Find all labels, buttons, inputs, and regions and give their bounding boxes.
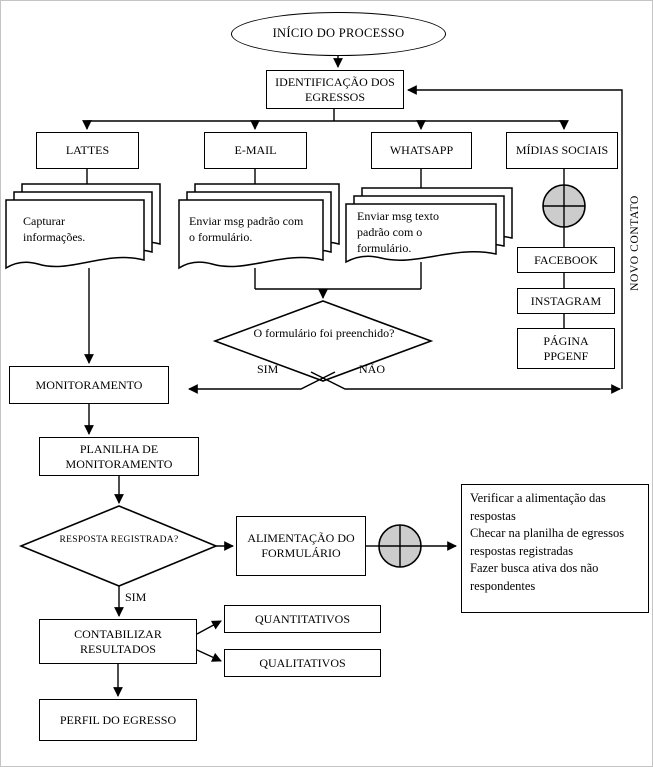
planilha-node xyxy=(39,437,199,476)
channel-whatsapp-node xyxy=(371,132,472,169)
contabilizar-label: CONTABILIZAR RESULTADOS xyxy=(74,626,162,656)
channel-lattes-node xyxy=(36,132,139,169)
channel-whatsapp-label: WHATSAPP xyxy=(389,143,454,157)
planilha-label: PLANILHA DE MONITORAMENTO xyxy=(65,441,173,471)
start-node xyxy=(231,12,446,56)
decision1-label: O formulário foi preenchido? xyxy=(253,326,395,340)
decision1-sim-label: SIM xyxy=(257,362,279,376)
notes-line-2: Checar na planilha de egressos respostas registradas xyxy=(470,526,625,558)
doc-lattes-text: Capturar informações. xyxy=(23,214,86,245)
monitoramento-node xyxy=(9,366,169,404)
notes-box xyxy=(461,484,649,613)
qualitativos-node xyxy=(224,649,381,677)
channel-midias-label: MÍDIAS SOCIAIS xyxy=(515,143,609,157)
instagram-label: INSTAGRAM xyxy=(530,293,602,308)
qualitativos-label: QUALITATIVOS xyxy=(259,655,346,670)
novo-contato-label: NOVO CONTATO xyxy=(629,195,641,291)
pagina-ppgenf-label: PÁGINA PPGENF xyxy=(543,333,589,363)
decision1-nao-label: NÃO xyxy=(359,362,385,376)
decision2-label: RESPOSTA REGISTRADA? xyxy=(59,535,179,545)
channel-email-label: E-MAIL xyxy=(234,143,277,157)
channel-email-node xyxy=(204,132,307,169)
quantitativos-label: QUANTITATIVOS xyxy=(254,611,351,626)
facebook-label: FACEBOOK xyxy=(534,252,598,267)
channel-midias-node xyxy=(506,132,618,169)
channel-lattes-label: LATTES xyxy=(65,143,110,157)
monitoramento-label: MONITORAMENTO xyxy=(35,377,143,392)
perfil-node xyxy=(39,699,197,741)
alimentacao-label: ALIMENTAÇÃO DO FORMULÁRIO xyxy=(247,531,355,560)
notes-line-3: Fazer busca ativa dos não respondentes xyxy=(470,561,599,593)
junction-circle-followup-icon xyxy=(379,525,421,567)
identificacao-node xyxy=(266,70,404,109)
notes-line-1: Verificar a alimentação das respostas xyxy=(470,491,606,523)
facebook-node xyxy=(517,247,615,273)
alimentacao-node xyxy=(236,516,366,576)
start-label: INÍCIO DO PROCESSO xyxy=(272,26,405,41)
pagina-ppgenf-node xyxy=(517,328,615,369)
decision2-sim-label: SIM xyxy=(125,590,147,604)
junction-circle-social-icon xyxy=(543,185,585,227)
doc-email-text: Enviar msg padrão com o formulário. xyxy=(189,214,304,245)
identificacao-label: IDENTIFICAÇÃO DOS EGRESSOS xyxy=(275,74,395,104)
doc-whatsapp-text: Enviar msg texto padrão com o formulário. xyxy=(357,209,439,256)
contabilizar-node xyxy=(39,619,197,664)
perfil-label: PERFIL DO EGRESSO xyxy=(59,712,177,727)
instagram-node xyxy=(517,288,615,314)
quantitativos-node xyxy=(224,605,381,633)
